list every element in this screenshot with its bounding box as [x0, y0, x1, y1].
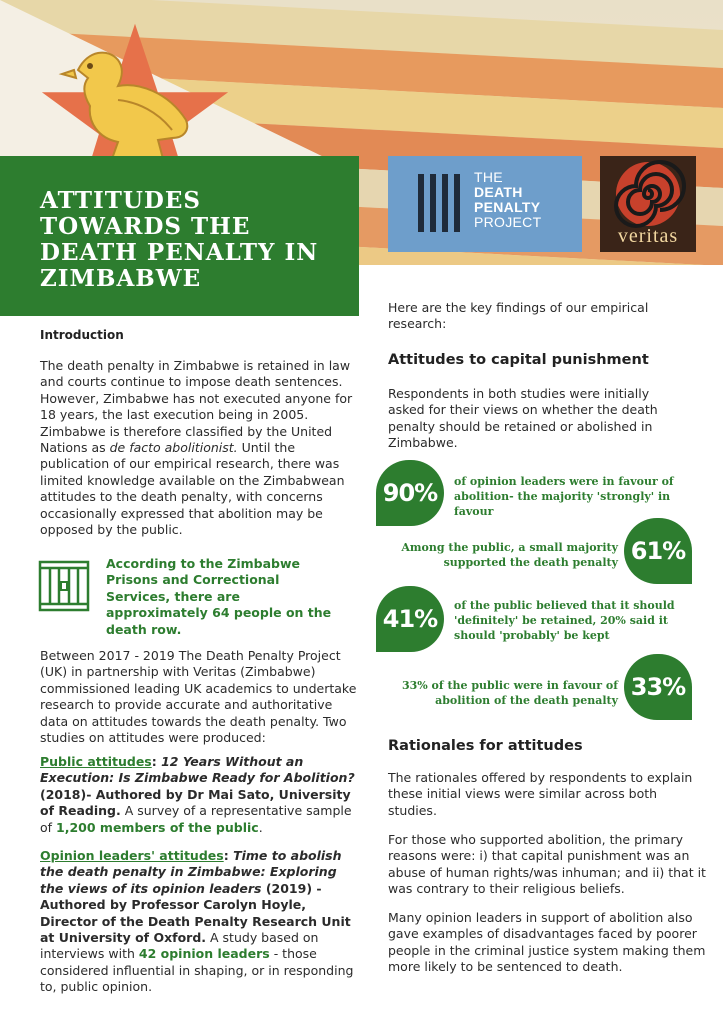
dpp-logo-line: DEATH	[474, 184, 523, 200]
opinion-study-desc: A study based on interviews with	[40, 930, 319, 962]
public-study-title: 12 Years Without an Execution: Is Zimbabwe Ready for Abolition?	[40, 754, 355, 786]
intro-heading: Introduction	[40, 328, 124, 342]
page-title: ATTITUDES TOWARDS THE DEATH PENALTY IN ZIMBABWE	[40, 187, 319, 292]
opinion-study-end: - those considered influential in shaping, or in responding to, public opinion.	[40, 946, 354, 995]
public-sample-highlight: 1,200 members of the public	[56, 819, 259, 835]
opinion-leaders-link[interactable]: Opinion leaders' attitudes	[40, 848, 224, 863]
colon: :	[151, 754, 162, 769]
opinion-sample-highlight: 42 opinion leaders	[138, 946, 270, 962]
death-penalty-project-logo	[388, 156, 582, 252]
stat-text: Among the public, a small majority supported the death penalty	[401, 541, 618, 569]
opinion-study-title: Time to abolish the death penalty in Zimbabwe: Exploring the views of its opinion leaders	[40, 848, 342, 896]
public-attitudes-link[interactable]: Public attitudes	[40, 754, 152, 769]
stat-text: of the public believed that it should 'definitely' be retained, 20% said it should 'probably' be kept	[454, 599, 675, 642]
stat-text: of opinion leaders were in favour of abolition- the majority 'strongly' in favour	[454, 475, 674, 518]
attitudes-heading: Attitudes to capital punishment	[388, 352, 649, 368]
stat-text: 33% of the public were in favour of abolition of the death penalty	[401, 679, 618, 707]
studies-intro: Between 2017 - 2019 The Death Penalty Project (UK) in partnership with Veritas (Zimbabwe) commissioned leading UK academics to undertake research to provide accurate and authoritative data on attitudes towards the death penalty. Two studies on attitudes were produced:	[40, 648, 357, 746]
findings-intro: Here are the key findings of our empirical research:	[388, 300, 649, 332]
rationales-paragraph: Many opinion leaders in support of abolition also gave examples of disadvantages faced by poorer people in the criminal justice system making them more likely to be sentenced to death.	[388, 910, 706, 975]
opinion-study	[40, 848, 362, 996]
public-study	[40, 754, 358, 836]
stat-badge: 61%	[624, 518, 692, 584]
public-study-desc: A survey of a representative sample of	[40, 803, 352, 835]
rationales-heading: Rationales for attitudes	[388, 738, 583, 754]
findings-body: Respondents in both studies were initially asked for their views on whether the death penalty should be retained or abolished in Zimbabwe.	[388, 386, 658, 451]
period: .	[258, 819, 263, 835]
dpp-logo-line: PROJECT	[474, 214, 542, 230]
veritas-logo-text: veritas	[617, 225, 679, 247]
stat-badge: 90%	[376, 460, 444, 526]
death-row-callout: According to the Zimbabwe Prisons and Correctional Services, there are approximately 64 people on the death row.	[106, 556, 332, 637]
veritas-logo	[600, 156, 696, 252]
stat-badge: 41%	[376, 586, 444, 652]
dpp-logo-text	[474, 170, 541, 230]
dpp-logo-line: THE	[474, 169, 503, 185]
colon: :	[223, 848, 234, 863]
rationales-paragraph: The rationales offered by respondents to explain these initial views were similar across both studies.	[388, 770, 693, 818]
dpp-logo-line: PENALTY	[474, 199, 541, 215]
intro-paragraph	[40, 358, 360, 538]
opinion-study-author: (2019) - Authored by Professor Carolyn Hoyle, Director of the Death Penalty Research Unit at University of Oxford.	[40, 880, 351, 946]
stat-badge: 33%	[624, 654, 692, 720]
bars-icon	[418, 174, 462, 232]
public-study-author: (2018)- Authored by Dr Mai Sato, University of Reading.	[40, 786, 351, 819]
intro-italic: de facto abolitionist.	[109, 440, 238, 456]
intro-text: The death penalty in Zimbabwe is retained in law and courts continue to impose death sentences. However, Zimbabwe has not executed anyone for 18 years, the last execution being in 2005. Zimbabwe is therefore classified by the United Nations as	[40, 358, 353, 456]
prison-cell-icon	[38, 560, 90, 612]
rationales-paragraph: For those who supported abolition, the primary reasons were: i) that capital punishment was an abuse of human rights/was inhuman; and ii) that it was contrary to their religious beliefs.	[388, 832, 706, 897]
intro-text: Until the publication of our empirical research, there was limited knowledge available on the Zimbabwean attitudes to the death penalty, with concerns occasionally expressed that abolition may be opposed by the public.	[40, 440, 345, 538]
